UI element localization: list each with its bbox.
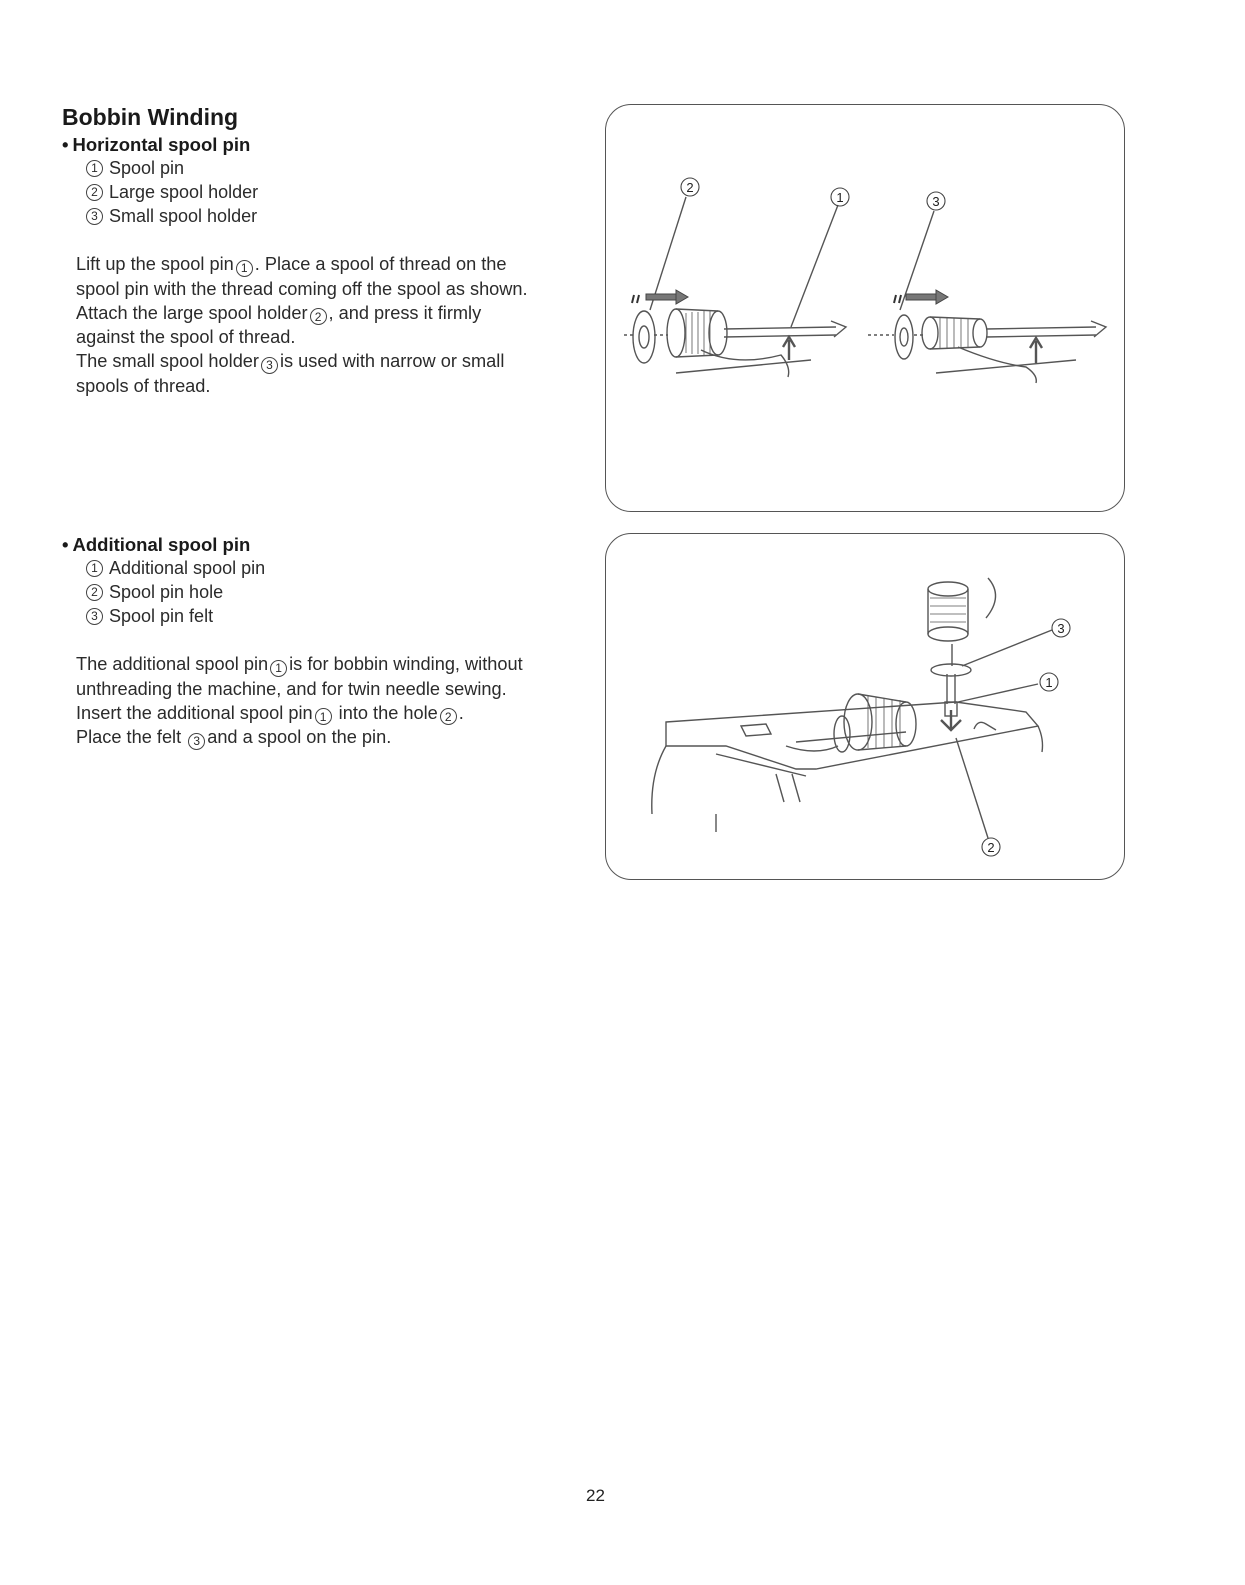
part-label: Additional spool pin [109, 558, 266, 578]
part-item [86, 604, 265, 628]
horizontal-spool-pin-figure [605, 104, 1125, 512]
text: is for bobbin winding, without [289, 654, 523, 674]
bullet: • [62, 534, 69, 555]
instruction-line [76, 677, 523, 701]
figure-callout: 2 [686, 180, 694, 195]
text: into the hole [333, 702, 438, 723]
figure-callout: 3 [932, 194, 940, 209]
instruction-line [76, 725, 523, 750]
callout-number: 1 [86, 560, 103, 577]
callout-number: 1 [315, 708, 332, 725]
part-label: Spool pin felt [109, 606, 214, 626]
figure-callout: 2 [987, 840, 995, 855]
instruction-line [76, 277, 528, 301]
callout-number: 3 [86, 208, 103, 225]
callout-number: 1 [270, 660, 287, 677]
instruction-line [76, 701, 523, 726]
horizontal-spool-pin-heading [62, 134, 250, 156]
part-item [86, 580, 265, 604]
heading-text: Additional spool pin [72, 534, 251, 555]
additional-instructions [76, 652, 523, 750]
horizontal-parts-list [86, 156, 258, 228]
figure-callout: 1 [1045, 675, 1053, 690]
part-label: Spool pin hole [109, 582, 224, 602]
instruction-line [76, 349, 528, 374]
page-number: 22 [586, 1486, 605, 1505]
instruction-line [76, 325, 528, 349]
part-label: Spool pin [109, 158, 185, 178]
callout-number: 3 [261, 357, 278, 374]
heading-text: Horizontal spool pin [72, 134, 251, 155]
text: The additional spool pin [76, 654, 269, 674]
part-item [86, 556, 265, 580]
part-item [86, 180, 258, 204]
instruction-line [76, 652, 523, 677]
text: Attach the large spool holder [76, 302, 308, 323]
text: Place the felt [76, 727, 187, 747]
text: against the spool of thread. [76, 327, 296, 347]
text: . [458, 702, 464, 723]
part-item [86, 204, 258, 228]
callout-number: 1 [236, 260, 253, 277]
part-item [86, 156, 258, 180]
page-title: Bobbin Winding [62, 104, 239, 130]
text: and a spool on the pin. [207, 727, 392, 747]
figure-callout: 1 [836, 190, 844, 205]
text: , and press it firmly [328, 302, 482, 323]
text: spool pin with the thread coming off the spool as shown. [76, 278, 528, 299]
callout-number: 3 [188, 733, 205, 750]
horizontal-instructions [76, 252, 528, 398]
callout-number: 2 [310, 308, 327, 325]
horizontal-spool-illustration [606, 105, 1126, 513]
text: Lift up the spool pin [76, 254, 234, 274]
instruction-line [76, 301, 528, 326]
additional-spool-pin-heading [62, 534, 250, 556]
callout-number: 2 [440, 708, 457, 725]
text: . Place a spool of thread on the [254, 254, 507, 274]
bullet: • [62, 134, 69, 155]
additional-parts-list [86, 556, 265, 628]
figure-callout: 3 [1057, 621, 1065, 636]
instruction-line [76, 374, 528, 398]
callout-number: 1 [86, 160, 103, 177]
text: The small spool holder [76, 351, 259, 371]
text: Insert the additional spool pin [76, 702, 313, 723]
text: is used with narrow or small [279, 351, 505, 371]
part-label: Large spool holder [109, 182, 259, 202]
part-label: Small spool holder [109, 206, 258, 226]
callout-number: 2 [86, 184, 103, 201]
additional-spool-illustration [606, 534, 1126, 881]
instruction-line [76, 252, 528, 277]
additional-spool-pin-figure [605, 533, 1125, 880]
callout-number: 2 [86, 584, 103, 601]
text: unthreading the machine, and for twin needle sewing. [76, 678, 507, 699]
callout-number: 3 [86, 608, 103, 625]
text: spools of thread. [76, 375, 211, 396]
